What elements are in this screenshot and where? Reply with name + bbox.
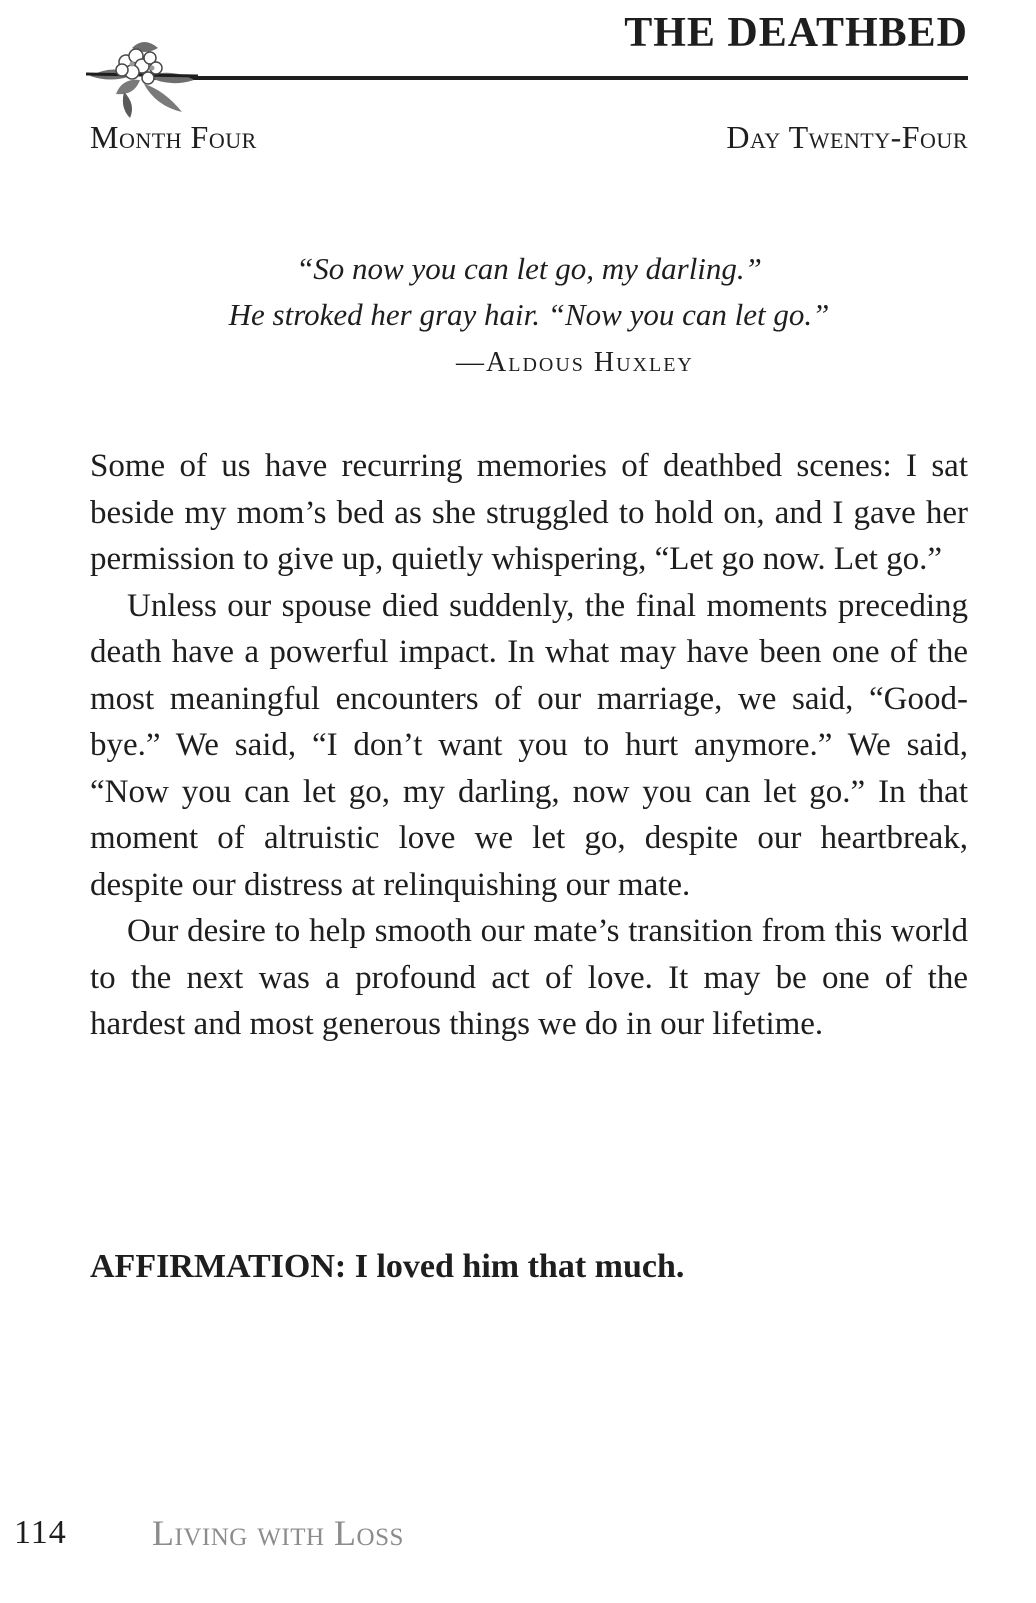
affirmation: AFFIRMATION: I loved him that much. <box>90 1248 685 1285</box>
epigraph-line: He stroked her gray hair. “Now you can let go.” <box>228 297 830 332</box>
body-paragraph: Our desire to help smooth our mate’s transition from this world to the next was a profound act of love. It may be one of the hardest and most generous things we do in our lifetime. <box>90 913 968 1042</box>
body-paragraph: Some of us have recurring memories of deathbed scenes: I sat beside my mom’s bed as she struggled to hold on, and I gave her permission to give up, quietly whispering, “Let go now. Let go.” <box>90 448 968 577</box>
book-title: Living with Loss <box>152 1513 404 1553</box>
header-rule <box>148 76 968 80</box>
epigraph-quote <box>90 246 968 338</box>
flower-sprig-icon <box>86 34 198 120</box>
page-number: 114 <box>14 1514 67 1551</box>
epigraph-attribution: —Aldous Huxley <box>456 347 694 378</box>
page-title: THE DEATHBED <box>624 10 968 56</box>
body-text <box>90 443 968 1048</box>
day-label: Day Twenty-Four <box>726 119 968 155</box>
body-paragraph: Unless our spouse died suddenly, the final moments preceding death have a powerful impact. In what may have been one of the most meaningful encounters of our marriage, we said, “Good-bye.” We said, “I don’t want you to hurt anymore.” We said, “Now you can let go, my darling, now you can let go.” In that moment of altruistic love we let go, despite our heartbreak, despite our distress at relinquishing our mate. <box>90 587 968 903</box>
epigraph-line: “So now you can let go, my darling.” <box>296 251 762 286</box>
month-label: Month Four <box>90 119 257 155</box>
